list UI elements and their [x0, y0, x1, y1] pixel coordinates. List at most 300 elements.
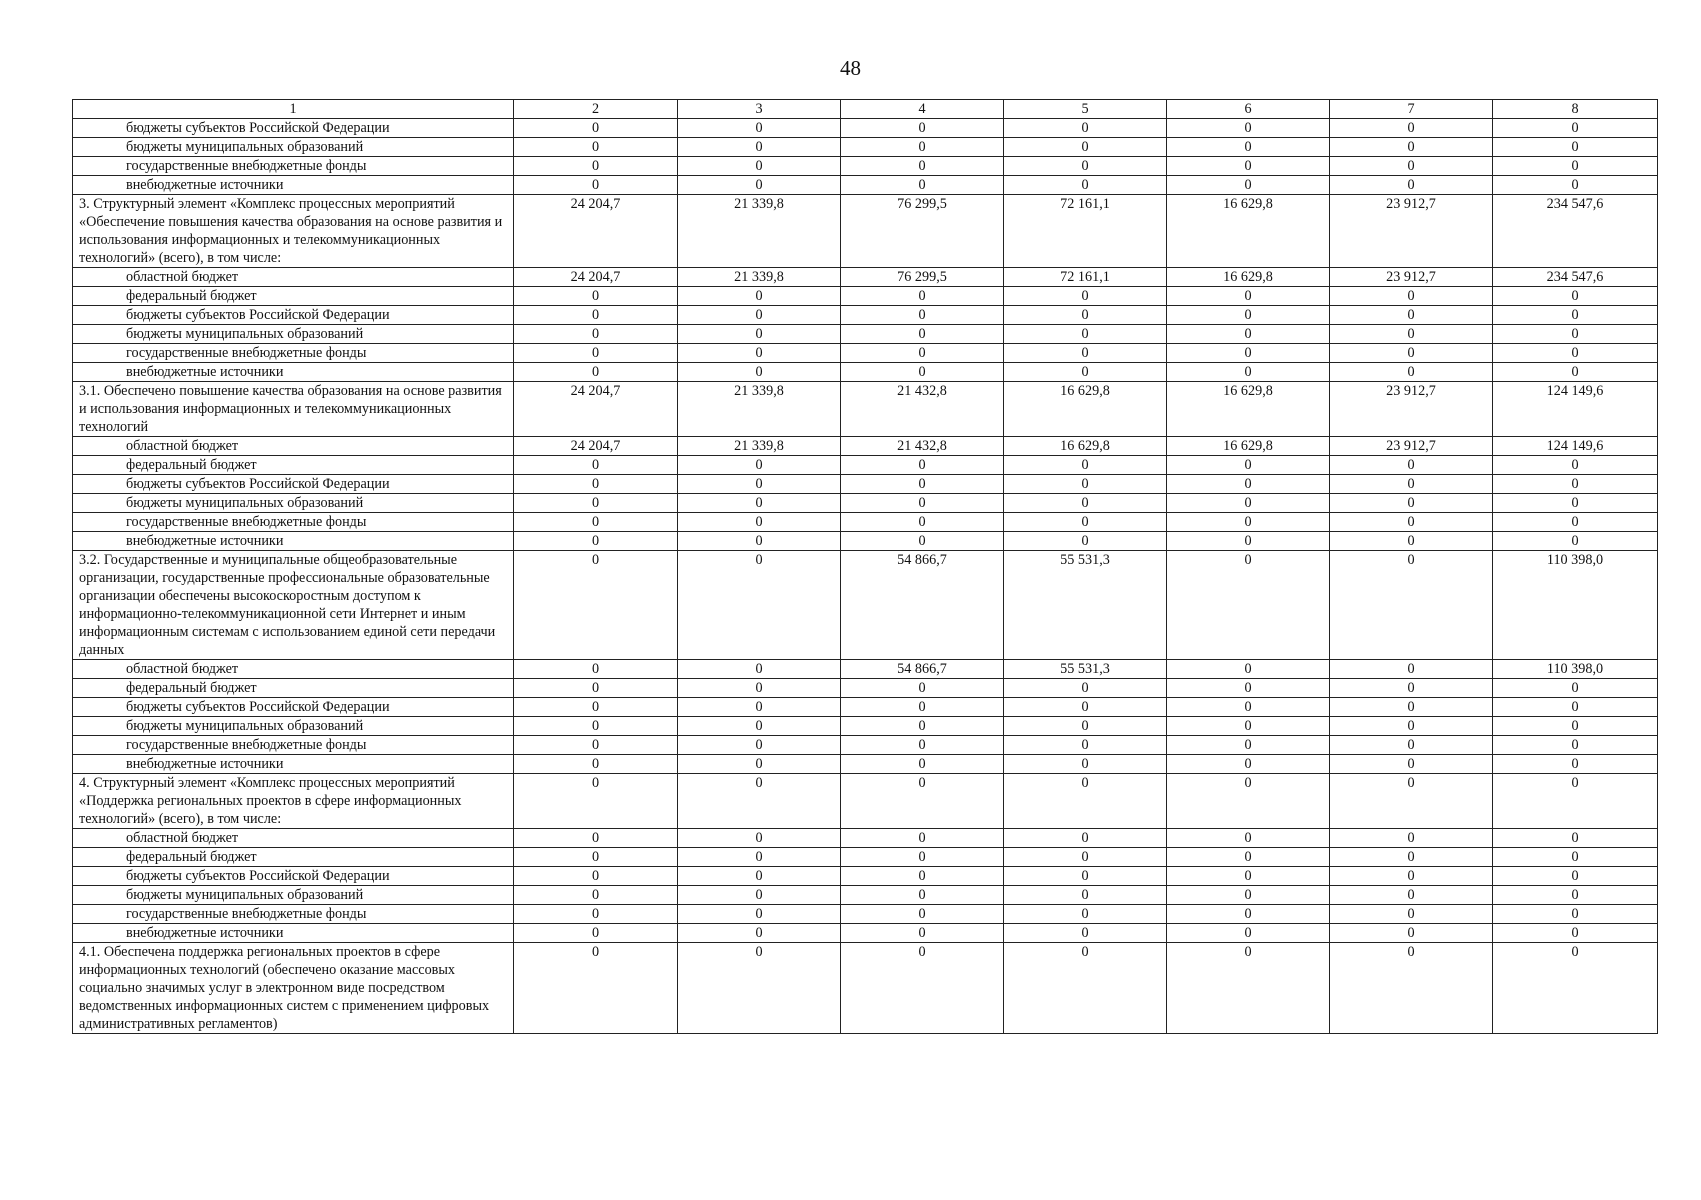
value-cell: 0: [514, 306, 678, 325]
value-cell: 16 629,8: [1167, 195, 1330, 268]
value-cell: 0: [841, 679, 1004, 698]
value-cell: 0: [1330, 513, 1493, 532]
value-cell: 23 912,7: [1330, 382, 1493, 437]
value-cell: 0: [1493, 679, 1658, 698]
table-row: [73, 382, 1658, 437]
value-cell: 0: [1493, 475, 1658, 494]
value-cell: 0: [1330, 494, 1493, 513]
value-cell: 0: [678, 494, 841, 513]
value-cell: 0: [678, 287, 841, 306]
value-cell: 0: [841, 867, 1004, 886]
value-cell: 0: [1330, 943, 1493, 1034]
value-cell: 0: [678, 717, 841, 736]
table-row: [73, 119, 1658, 138]
table-row: [73, 513, 1658, 532]
value-cell: 0: [678, 306, 841, 325]
value-cell: 0: [1167, 532, 1330, 551]
row-label: 3.2. Государственные и муниципальные общеобразовательные организации, государственные профессиональные образовательные организации обеспечены высокоскоростным доступом к информационно-телекоммуникационной сети Интернет и иным информационным системам с использованием единой сети передачи данных: [73, 551, 514, 660]
value-cell: 21 339,8: [678, 195, 841, 268]
value-cell: 0: [1004, 494, 1167, 513]
value-cell: 0: [1167, 306, 1330, 325]
value-cell: 0: [1330, 176, 1493, 195]
row-label: бюджеты субъектов Российской Федерации: [73, 306, 514, 325]
value-cell: 0: [1167, 551, 1330, 660]
value-cell: 54 866,7: [841, 551, 1004, 660]
row-label: внебюджетные источники: [73, 363, 514, 382]
value-cell: 0: [841, 475, 1004, 494]
table-row: [73, 551, 1658, 660]
value-cell: 0: [1167, 344, 1330, 363]
row-label: 4.1. Обеспечена поддержка региональных проектов в сфере информационных технологий (обеспечено оказание массовых социально значимых услуг в электронном виде посредством ведомственных информационных систем с применением цифровых административных регламентов): [73, 943, 514, 1034]
value-cell: 0: [841, 325, 1004, 344]
value-cell: 0: [1330, 475, 1493, 494]
value-cell: 0: [514, 867, 678, 886]
value-cell: 0: [1330, 306, 1493, 325]
table-row: [73, 532, 1658, 551]
value-cell: 0: [1004, 287, 1167, 306]
value-cell: 0: [1330, 717, 1493, 736]
value-cell: 0: [514, 774, 678, 829]
value-cell: 76 299,5: [841, 268, 1004, 287]
value-cell: 0: [1330, 325, 1493, 344]
value-cell: 0: [841, 344, 1004, 363]
value-cell: 0: [1004, 119, 1167, 138]
value-cell: 0: [841, 829, 1004, 848]
table-row: [73, 698, 1658, 717]
value-cell: 0: [1493, 698, 1658, 717]
table-row: [73, 363, 1658, 382]
column-number-cell: 7: [1330, 100, 1493, 119]
value-cell: 0: [1330, 532, 1493, 551]
value-cell: 0: [841, 924, 1004, 943]
value-cell: 0: [1004, 736, 1167, 755]
table-row: [73, 475, 1658, 494]
value-cell: 24 204,7: [514, 437, 678, 456]
value-cell: 0: [1167, 475, 1330, 494]
value-cell: 0: [514, 456, 678, 475]
value-cell: 0: [514, 287, 678, 306]
column-number-cell: 5: [1004, 100, 1167, 119]
value-cell: 0: [514, 848, 678, 867]
value-cell: 0: [1330, 698, 1493, 717]
value-cell: 0: [1167, 924, 1330, 943]
value-cell: 0: [1167, 886, 1330, 905]
value-cell: 0: [1330, 363, 1493, 382]
value-cell: 23 912,7: [1330, 437, 1493, 456]
value-cell: 0: [1167, 755, 1330, 774]
value-cell: 24 204,7: [514, 382, 678, 437]
table-row: [73, 494, 1658, 513]
value-cell: 0: [1004, 829, 1167, 848]
value-cell: 0: [678, 867, 841, 886]
value-cell: 0: [1167, 736, 1330, 755]
row-label: федеральный бюджет: [73, 456, 514, 475]
value-cell: 0: [841, 698, 1004, 717]
value-cell: 0: [841, 532, 1004, 551]
table-row: [73, 287, 1658, 306]
value-cell: 0: [514, 736, 678, 755]
value-cell: 0: [1493, 325, 1658, 344]
value-cell: 0: [1330, 736, 1493, 755]
row-label: государственные внебюджетные фонды: [73, 157, 514, 176]
value-cell: 0: [1167, 363, 1330, 382]
value-cell: 0: [1004, 475, 1167, 494]
value-cell: 0: [678, 157, 841, 176]
value-cell: 16 629,8: [1004, 382, 1167, 437]
value-cell: 0: [1330, 456, 1493, 475]
value-cell: 0: [1004, 176, 1167, 195]
value-cell: 0: [514, 886, 678, 905]
value-cell: 0: [1493, 363, 1658, 382]
value-cell: 0: [678, 532, 841, 551]
value-cell: 0: [1004, 905, 1167, 924]
value-cell: 0: [678, 698, 841, 717]
value-cell: 0: [678, 679, 841, 698]
value-cell: 0: [678, 344, 841, 363]
value-cell: 0: [841, 774, 1004, 829]
row-label: областной бюджет: [73, 268, 514, 287]
value-cell: 0: [514, 363, 678, 382]
value-cell: 0: [1004, 867, 1167, 886]
row-label: внебюджетные источники: [73, 755, 514, 774]
value-cell: 0: [1004, 755, 1167, 774]
table-row: [73, 679, 1658, 698]
value-cell: 24 204,7: [514, 268, 678, 287]
value-cell: 0: [1493, 176, 1658, 195]
value-cell: 0: [1493, 344, 1658, 363]
value-cell: 0: [678, 176, 841, 195]
value-cell: 0: [514, 475, 678, 494]
value-cell: 0: [1493, 848, 1658, 867]
value-cell: 0: [514, 513, 678, 532]
value-cell: 0: [1330, 660, 1493, 679]
value-cell: 0: [841, 138, 1004, 157]
value-cell: 234 547,6: [1493, 268, 1658, 287]
value-cell: 16 629,8: [1167, 268, 1330, 287]
table-row: [73, 325, 1658, 344]
table-row: [73, 344, 1658, 363]
value-cell: 0: [841, 943, 1004, 1034]
value-cell: 0: [514, 717, 678, 736]
value-cell: 0: [1004, 157, 1167, 176]
value-cell: 0: [841, 157, 1004, 176]
value-cell: 124 149,6: [1493, 437, 1658, 456]
value-cell: 0: [1167, 867, 1330, 886]
table-row: [73, 755, 1658, 774]
value-cell: 0: [1330, 886, 1493, 905]
value-cell: 0: [1330, 829, 1493, 848]
value-cell: 0: [1493, 867, 1658, 886]
row-label: бюджеты муниципальных образований: [73, 325, 514, 344]
table-row: [73, 157, 1658, 176]
value-cell: 0: [514, 176, 678, 195]
value-cell: 0: [514, 943, 678, 1034]
column-number-cell: 1: [73, 100, 514, 119]
value-cell: 0: [1004, 774, 1167, 829]
value-cell: 0: [678, 119, 841, 138]
value-cell: 0: [1493, 736, 1658, 755]
value-cell: 0: [1004, 325, 1167, 344]
value-cell: 0: [841, 456, 1004, 475]
value-cell: 0: [1330, 755, 1493, 774]
value-cell: 0: [841, 886, 1004, 905]
row-label: бюджеты муниципальных образований: [73, 138, 514, 157]
row-label: областной бюджет: [73, 660, 514, 679]
table-row: [73, 306, 1658, 325]
value-cell: 0: [1330, 679, 1493, 698]
value-cell: 0: [514, 532, 678, 551]
table-row: [73, 736, 1658, 755]
value-cell: 0: [514, 679, 678, 698]
value-cell: 16 629,8: [1167, 437, 1330, 456]
row-label: 3. Структурный элемент «Комплекс процессных мероприятий «Обеспечение повышения качества образования на основе развития и использования информационных и телекоммуникационных технологий» (всего), в том числе:: [73, 195, 514, 268]
value-cell: 0: [1493, 943, 1658, 1034]
value-cell: 0: [1330, 848, 1493, 867]
page-number: 48: [840, 56, 861, 80]
value-cell: 0: [841, 176, 1004, 195]
value-cell: 0: [514, 660, 678, 679]
row-label: федеральный бюджет: [73, 848, 514, 867]
value-cell: 0: [514, 157, 678, 176]
value-cell: 0: [1004, 679, 1167, 698]
value-cell: 16 629,8: [1004, 437, 1167, 456]
value-cell: 0: [1004, 717, 1167, 736]
value-cell: 21 432,8: [841, 437, 1004, 456]
row-label: федеральный бюджет: [73, 287, 514, 306]
table-row: [73, 829, 1658, 848]
value-cell: 0: [1493, 513, 1658, 532]
value-cell: 0: [1493, 456, 1658, 475]
value-cell: 0: [514, 698, 678, 717]
row-label: внебюджетные источники: [73, 176, 514, 195]
value-cell: 0: [1167, 456, 1330, 475]
row-label: бюджеты муниципальных образований: [73, 494, 514, 513]
row-label: внебюджетные источники: [73, 924, 514, 943]
value-cell: 16 629,8: [1167, 382, 1330, 437]
budget-table-body: [73, 100, 1658, 1034]
value-cell: 0: [841, 306, 1004, 325]
value-cell: 0: [1004, 306, 1167, 325]
value-cell: 0: [1330, 867, 1493, 886]
value-cell: 0: [678, 475, 841, 494]
value-cell: 0: [1004, 138, 1167, 157]
value-cell: 0: [678, 905, 841, 924]
value-cell: 0: [514, 494, 678, 513]
value-cell: 0: [514, 119, 678, 138]
table-row: [73, 886, 1658, 905]
value-cell: 54 866,7: [841, 660, 1004, 679]
value-cell: 76 299,5: [841, 195, 1004, 268]
value-cell: 0: [678, 513, 841, 532]
column-number-cell: 2: [514, 100, 678, 119]
value-cell: 0: [678, 138, 841, 157]
table-row: [73, 268, 1658, 287]
value-cell: 0: [1493, 717, 1658, 736]
table-row: [73, 924, 1658, 943]
value-cell: 0: [1330, 157, 1493, 176]
value-cell: 0: [1167, 660, 1330, 679]
value-cell: 0: [1167, 774, 1330, 829]
value-cell: 0: [1330, 551, 1493, 660]
row-label: государственные внебюджетные фонды: [73, 905, 514, 924]
value-cell: 234 547,6: [1493, 195, 1658, 268]
value-cell: 0: [678, 886, 841, 905]
value-cell: 0: [1004, 848, 1167, 867]
value-cell: 0: [1493, 287, 1658, 306]
value-cell: 0: [1167, 513, 1330, 532]
table-row: [73, 905, 1658, 924]
value-cell: 0: [1493, 924, 1658, 943]
value-cell: 0: [1167, 698, 1330, 717]
value-cell: 0: [1493, 774, 1658, 829]
value-cell: 0: [1167, 176, 1330, 195]
value-cell: 0: [678, 924, 841, 943]
table-row: [73, 848, 1658, 867]
row-label: государственные внебюджетные фонды: [73, 736, 514, 755]
value-cell: 0: [1167, 119, 1330, 138]
column-number-row: [73, 100, 1658, 119]
value-cell: 0: [1167, 157, 1330, 176]
value-cell: 0: [678, 660, 841, 679]
value-cell: 0: [1493, 138, 1658, 157]
table-row: [73, 660, 1658, 679]
value-cell: 0: [1167, 829, 1330, 848]
row-label: 4. Структурный элемент «Комплекс процессных мероприятий «Поддержка региональных проектов в сфере информационных технологий» (всего), в том числе:: [73, 774, 514, 829]
value-cell: 24 204,7: [514, 195, 678, 268]
value-cell: 21 339,8: [678, 382, 841, 437]
row-label: 3.1. Обеспечено повышение качества образования на основе развития и использования информационных и телекоммуникационных технологий: [73, 382, 514, 437]
row-label: внебюджетные источники: [73, 532, 514, 551]
value-cell: 0: [841, 287, 1004, 306]
value-cell: 0: [1493, 494, 1658, 513]
value-cell: 0: [841, 717, 1004, 736]
column-number-cell: 6: [1167, 100, 1330, 119]
table-row: [73, 437, 1658, 456]
value-cell: 72 161,1: [1004, 195, 1167, 268]
value-cell: 0: [678, 774, 841, 829]
row-label: областной бюджет: [73, 829, 514, 848]
row-label: бюджеты субъектов Российской Федерации: [73, 119, 514, 138]
row-label: областной бюджет: [73, 437, 514, 456]
value-cell: 110 398,0: [1493, 660, 1658, 679]
value-cell: 0: [514, 829, 678, 848]
value-cell: 0: [1493, 829, 1658, 848]
table-row: [73, 456, 1658, 475]
row-label: бюджеты муниципальных образований: [73, 717, 514, 736]
table-row: [73, 774, 1658, 829]
row-label: государственные внебюджетные фонды: [73, 513, 514, 532]
value-cell: 0: [514, 551, 678, 660]
value-cell: 0: [514, 924, 678, 943]
value-cell: 0: [1004, 886, 1167, 905]
value-cell: 21 339,8: [678, 437, 841, 456]
budget-table-container: [72, 99, 1658, 1034]
value-cell: 0: [1004, 698, 1167, 717]
value-cell: 0: [1493, 755, 1658, 774]
value-cell: 0: [1167, 287, 1330, 306]
value-cell: 0: [678, 551, 841, 660]
value-cell: 23 912,7: [1330, 268, 1493, 287]
value-cell: 21 432,8: [841, 382, 1004, 437]
value-cell: 21 339,8: [678, 268, 841, 287]
table-row: [73, 195, 1658, 268]
value-cell: 23 912,7: [1330, 195, 1493, 268]
table-row: [73, 138, 1658, 157]
value-cell: 0: [514, 344, 678, 363]
value-cell: 0: [841, 494, 1004, 513]
value-cell: 0: [841, 513, 1004, 532]
value-cell: 0: [841, 119, 1004, 138]
value-cell: 0: [1493, 157, 1658, 176]
value-cell: 0: [1004, 456, 1167, 475]
value-cell: 0: [841, 736, 1004, 755]
value-cell: 0: [678, 943, 841, 1034]
value-cell: 0: [1493, 532, 1658, 551]
row-label: государственные внебюджетные фонды: [73, 344, 514, 363]
value-cell: 0: [1167, 679, 1330, 698]
value-cell: 124 149,6: [1493, 382, 1658, 437]
budget-table: [72, 99, 1658, 1034]
value-cell: 72 161,1: [1004, 268, 1167, 287]
value-cell: 0: [1004, 924, 1167, 943]
value-cell: 0: [841, 755, 1004, 774]
value-cell: 55 531,3: [1004, 660, 1167, 679]
value-cell: 0: [1493, 119, 1658, 138]
value-cell: 0: [1004, 344, 1167, 363]
value-cell: 0: [678, 848, 841, 867]
value-cell: 0: [1330, 924, 1493, 943]
value-cell: 0: [1167, 905, 1330, 924]
value-cell: 110 398,0: [1493, 551, 1658, 660]
table-row: [73, 867, 1658, 886]
row-label: бюджеты субъектов Российской Федерации: [73, 475, 514, 494]
value-cell: 0: [1493, 886, 1658, 905]
value-cell: 0: [678, 456, 841, 475]
value-cell: 0: [1330, 119, 1493, 138]
value-cell: 0: [1330, 138, 1493, 157]
value-cell: 0: [514, 325, 678, 344]
value-cell: 0: [678, 325, 841, 344]
value-cell: 0: [678, 829, 841, 848]
value-cell: 0: [1004, 532, 1167, 551]
table-row: [73, 176, 1658, 195]
value-cell: 0: [841, 905, 1004, 924]
row-label: федеральный бюджет: [73, 679, 514, 698]
value-cell: 0: [841, 848, 1004, 867]
value-cell: 55 531,3: [1004, 551, 1167, 660]
table-row: [73, 717, 1658, 736]
value-cell: 0: [1330, 287, 1493, 306]
row-label: бюджеты субъектов Российской Федерации: [73, 698, 514, 717]
value-cell: 0: [514, 905, 678, 924]
column-number-cell: 8: [1493, 100, 1658, 119]
value-cell: 0: [841, 363, 1004, 382]
value-cell: 0: [1004, 943, 1167, 1034]
value-cell: 0: [1004, 513, 1167, 532]
value-cell: 0: [1493, 905, 1658, 924]
value-cell: 0: [678, 736, 841, 755]
value-cell: 0: [1167, 943, 1330, 1034]
row-label: бюджеты субъектов Российской Федерации: [73, 867, 514, 886]
value-cell: 0: [514, 755, 678, 774]
value-cell: 0: [1167, 494, 1330, 513]
column-number-cell: 3: [678, 100, 841, 119]
value-cell: 0: [678, 755, 841, 774]
value-cell: 0: [1167, 717, 1330, 736]
value-cell: 0: [1167, 848, 1330, 867]
row-label: бюджеты муниципальных образований: [73, 886, 514, 905]
value-cell: 0: [678, 363, 841, 382]
